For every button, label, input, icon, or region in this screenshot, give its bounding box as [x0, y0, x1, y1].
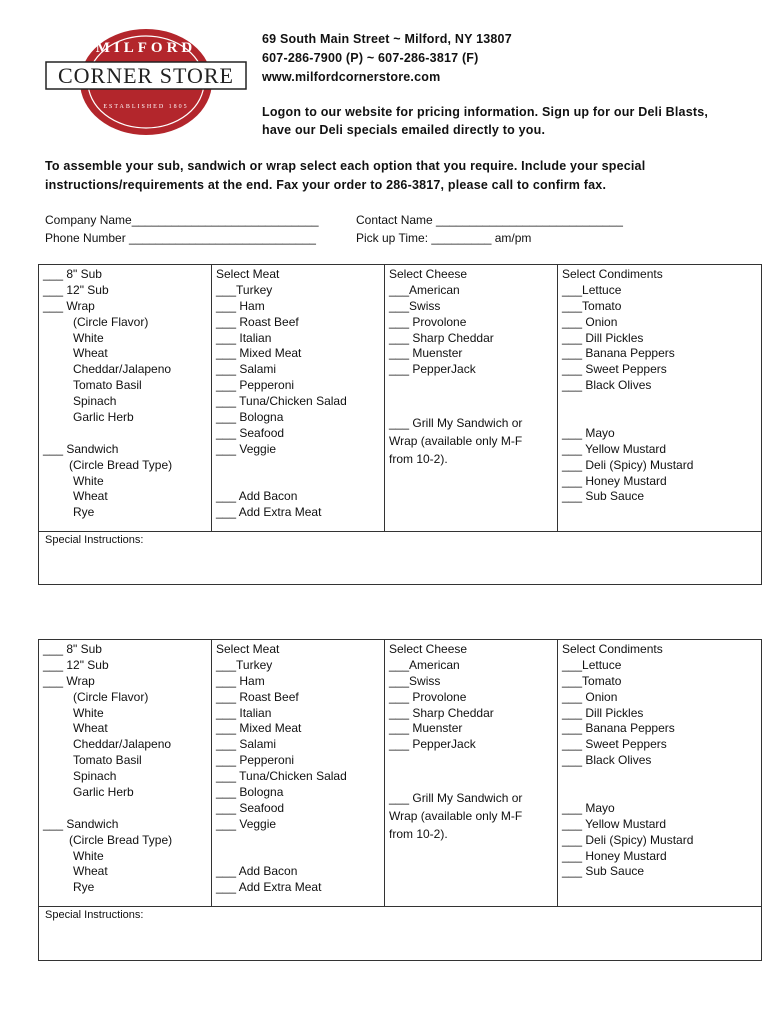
- add-extra-meat-option[interactable]: ___ Add Extra Meat: [216, 880, 322, 895]
- order-form-2: [38, 639, 762, 961]
- contact-name-field[interactable]: Contact Name ____________________________: [356, 213, 623, 227]
- sauce-option[interactable]: ___ Yellow Mustard: [562, 816, 667, 831]
- condiment-option[interactable]: ___ Banana Peppers: [562, 346, 675, 361]
- condiment-option[interactable]: ___ Dill Pickles: [562, 330, 644, 345]
- flavor-option[interactable]: Garlic Herb: [73, 410, 134, 425]
- sauce-option[interactable]: ___ Yellow Mustard: [562, 441, 667, 456]
- sauce-option[interactable]: ___ Honey Mustard: [562, 473, 667, 488]
- cheese-option[interactable]: ___ Sharp Cheddar: [389, 705, 494, 720]
- add-extra-meat-option[interactable]: ___ Add Extra Meat: [216, 505, 322, 520]
- corner-store-logo: [42, 26, 250, 138]
- flavor-option[interactable]: Spinach: [73, 394, 117, 409]
- flavor-option[interactable]: Tomato Basil: [73, 378, 142, 393]
- company-name-field[interactable]: Company Name____________________________: [45, 213, 319, 227]
- bread-option[interactable]: Rye: [73, 505, 95, 520]
- special-instructions-label: Special Instructions:: [45, 909, 144, 921]
- instructions-line-2: instructions/requirements at the end. Fax your order to 286-3817, please call to confirm fax.: [45, 178, 607, 192]
- bread-option[interactable]: White: [73, 848, 104, 863]
- meat-option[interactable]: ___ Pepperoni: [216, 753, 295, 768]
- svg-text:CORNER STORE: CORNER STORE: [57, 63, 235, 88]
- flavor-option[interactable]: Cheddar/Jalapeno: [73, 362, 172, 377]
- condiments-column: [558, 640, 761, 906]
- circle-bread-label: (Circle Bread Type): [69, 457, 173, 472]
- condiment-option[interactable]: ___ Banana Peppers: [562, 721, 675, 736]
- bread-column: [39, 640, 212, 906]
- condiment-option[interactable]: ___Lettuce: [562, 282, 622, 297]
- cheese-option[interactable]: ___ Muenster: [389, 721, 463, 736]
- flavor-option[interactable]: Garlic Herb: [73, 785, 134, 800]
- meat-option[interactable]: ___ Roast Beef: [216, 314, 299, 329]
- phone-fax: 607-286-7900 (P) ~ 607-286-3817 (F): [262, 51, 479, 65]
- bread-option[interactable]: Wheat: [73, 864, 108, 879]
- wrap-option[interactable]: ___ Wrap: [43, 673, 95, 688]
- condiment-option[interactable]: ___ Black Olives: [562, 753, 652, 768]
- cheese-option[interactable]: ___ Muenster: [389, 346, 463, 361]
- meat-option[interactable]: ___Turkey: [216, 282, 273, 297]
- condiment-option[interactable]: ___ Sweet Peppers: [562, 737, 667, 752]
- meat-option[interactable]: ___ Mixed Meat: [216, 346, 302, 361]
- address: 69 South Main Street ~ Milford, NY 13807: [262, 32, 512, 46]
- special-instructions-input[interactable]: [39, 924, 761, 959]
- cheese-option[interactable]: ___ Provolone: [389, 314, 467, 329]
- circle-flavor-label: (Circle Flavor): [73, 314, 149, 329]
- flavor-option[interactable]: Tomato Basil: [73, 753, 142, 768]
- sandwich-option[interactable]: ___ Sandwich: [43, 816, 119, 831]
- svg-text:MILFORD: MILFORD: [95, 40, 197, 56]
- meat-column: [212, 265, 385, 531]
- website-link[interactable]: www.milfordcornerstore.com: [262, 70, 441, 84]
- wrap-option[interactable]: ___ Wrap: [43, 298, 95, 313]
- meat-option[interactable]: ___ Tuna/Chicken Salad: [216, 394, 347, 409]
- flavor-option[interactable]: Wheat: [73, 721, 108, 736]
- cheese-option[interactable]: ___American: [389, 282, 460, 297]
- condiments-header: Select Condiments: [562, 642, 663, 656]
- sauce-option[interactable]: ___ Deli (Spicy) Mustard: [562, 457, 694, 472]
- cheese-header: Select Cheese: [389, 642, 468, 656]
- logon-line-1: Logon to our website for pricing information. Sign up for our Deli Blasts,: [262, 105, 709, 119]
- meat-header: Select Meat: [216, 267, 280, 281]
- grill-option[interactable]: ___ Grill My Sandwich or: [389, 416, 523, 431]
- meat-option[interactable]: ___Turkey: [216, 657, 273, 672]
- add-bacon-option[interactable]: ___ Add Bacon: [216, 864, 298, 879]
- phone-number-field[interactable]: Phone Number ____________________________: [45, 231, 316, 245]
- cheese-option[interactable]: ___Swiss: [389, 673, 441, 688]
- sandwich-option[interactable]: ___ Sandwich: [43, 441, 119, 456]
- sub-12-option[interactable]: ___ 12" Sub: [43, 657, 109, 672]
- special-instructions-label: Special Instructions:: [45, 534, 144, 546]
- cheese-column: [385, 640, 558, 906]
- cheese-option[interactable]: ___ PepperJack: [389, 362, 476, 377]
- sub-8-option[interactable]: ___ 8" Sub: [43, 267, 102, 281]
- sauce-option[interactable]: ___ Mayo: [562, 425, 615, 440]
- cheese-column: [385, 265, 558, 531]
- grill-note: from 10-2).: [389, 452, 448, 467]
- pickup-time-field[interactable]: Pick up Time: _________ am/pm: [356, 231, 532, 245]
- cheese-option[interactable]: ___ PepperJack: [389, 737, 476, 752]
- meat-header: Select Meat: [216, 642, 280, 656]
- flavor-option[interactable]: White: [73, 705, 104, 720]
- grill-note: Wrap (available only M-F: [389, 434, 523, 449]
- meat-option[interactable]: ___ Italian: [216, 330, 272, 345]
- condiment-option[interactable]: ___Lettuce: [562, 657, 622, 672]
- meat-option[interactable]: ___ Mixed Meat: [216, 721, 302, 736]
- special-instructions-input[interactable]: [39, 549, 761, 583]
- condiments-header: Select Condiments: [562, 267, 663, 281]
- grill-note: from 10-2).: [389, 827, 448, 842]
- meat-option[interactable]: ___ Ham: [216, 298, 265, 313]
- bread-option[interactable]: White: [73, 473, 104, 488]
- meat-option[interactable]: ___ Salami: [216, 362, 277, 377]
- condiment-option[interactable]: ___ Dill Pickles: [562, 705, 644, 720]
- meat-option[interactable]: ___ Bologna: [216, 785, 284, 800]
- meat-option[interactable]: ___ Tuna/Chicken Salad: [216, 769, 347, 784]
- condiment-option[interactable]: ___ Black Olives: [562, 378, 652, 393]
- bread-option[interactable]: Wheat: [73, 489, 108, 504]
- condiment-option[interactable]: ___ Sweet Peppers: [562, 362, 667, 377]
- condiment-option[interactable]: ___ Onion: [562, 314, 618, 329]
- meat-option[interactable]: ___ Salami: [216, 737, 277, 752]
- logon-line-2: have our Deli specials emailed directly to you.: [262, 123, 546, 137]
- flavor-option[interactable]: Cheddar/Jalapeno: [73, 737, 172, 752]
- cheese-option[interactable]: ___ Sharp Cheddar: [389, 330, 494, 345]
- instructions-line-1: To assemble your sub, sandwich or wrap select each option that you require. Include your special: [45, 159, 646, 173]
- meat-option[interactable]: ___ Seafood: [216, 425, 285, 440]
- sauce-option[interactable]: ___ Sub Sauce: [562, 864, 645, 879]
- condiments-column: [558, 265, 761, 531]
- meat-option[interactable]: ___ Veggie: [216, 441, 277, 456]
- meat-option[interactable]: ___ Veggie: [216, 816, 277, 831]
- condiment-option[interactable]: ___Tomato: [562, 673, 622, 688]
- meat-option[interactable]: ___ Ham: [216, 673, 265, 688]
- condiment-option[interactable]: ___Tomato: [562, 298, 622, 313]
- cheese-header: Select Cheese: [389, 267, 468, 281]
- meat-option[interactable]: ___ Italian: [216, 705, 272, 720]
- order-form-1: [38, 264, 762, 585]
- meat-option[interactable]: ___ Seafood: [216, 800, 285, 815]
- sauce-option[interactable]: ___ Deli (Spicy) Mustard: [562, 832, 694, 847]
- sub-8-option[interactable]: ___ 8" Sub: [43, 642, 102, 656]
- bread-option[interactable]: Rye: [73, 880, 95, 895]
- circle-flavor-label: (Circle Flavor): [73, 689, 149, 704]
- meat-option[interactable]: ___ Pepperoni: [216, 378, 295, 393]
- add-bacon-option[interactable]: ___ Add Bacon: [216, 489, 298, 504]
- sauce-option[interactable]: ___ Mayo: [562, 800, 615, 815]
- grill-option[interactable]: ___ Grill My Sandwich or: [389, 791, 523, 806]
- sauce-option[interactable]: ___ Sub Sauce: [562, 489, 645, 504]
- cheese-option[interactable]: ___American: [389, 657, 460, 672]
- grill-note: Wrap (available only M-F: [389, 809, 523, 824]
- circle-bread-label: (Circle Bread Type): [69, 832, 173, 847]
- condiment-option[interactable]: ___ Onion: [562, 689, 618, 704]
- meat-option[interactable]: ___ Bologna: [216, 410, 284, 425]
- sub-12-option[interactable]: ___ 12" Sub: [43, 282, 109, 297]
- cheese-option[interactable]: ___Swiss: [389, 298, 441, 313]
- flavor-option[interactable]: White: [73, 330, 104, 345]
- meat-column: [212, 640, 385, 906]
- meat-option[interactable]: ___ Roast Beef: [216, 689, 299, 704]
- svg-text:ESTABLISHED 1805: ESTABLISHED 1805: [103, 104, 189, 110]
- sauce-option[interactable]: ___ Honey Mustard: [562, 848, 667, 863]
- flavor-option[interactable]: Spinach: [73, 769, 117, 784]
- flavor-option[interactable]: Wheat: [73, 346, 108, 361]
- bread-column: [39, 265, 212, 531]
- cheese-option[interactable]: ___ Provolone: [389, 689, 467, 704]
